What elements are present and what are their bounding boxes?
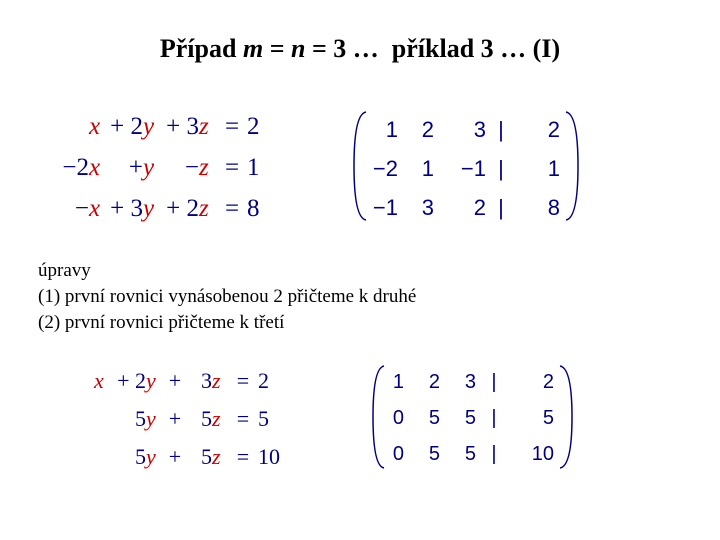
- var-y: y: [143, 154, 155, 181]
- coef: 5: [135, 444, 146, 469]
- matrix-cell: 2: [473, 195, 486, 220]
- title-m: m: [242, 34, 264, 63]
- var-y: y: [143, 195, 155, 222]
- var-z: z: [199, 154, 209, 181]
- matrix-cell: −1: [372, 195, 398, 220]
- var-y: y: [143, 113, 155, 140]
- title-eq: =: [263, 34, 292, 63]
- matrix-cell: 0: [392, 443, 404, 465]
- matrix-cell: 3: [473, 117, 486, 142]
- coef: [82, 438, 94, 476]
- var-x: [94, 400, 110, 438]
- matrix-cell: 0: [392, 407, 404, 429]
- coef: + 2: [117, 368, 146, 393]
- matrix-separator: |: [498, 195, 504, 220]
- notes-step-1: (1) první rovnici vynásobenou 2 přičteme k druhé: [38, 286, 417, 307]
- equals: =: [224, 113, 240, 140]
- equation-system-2: [82, 362, 292, 476]
- matrix-separator: |: [498, 117, 504, 142]
- matrix-cell: 3: [464, 371, 476, 393]
- coef: 5: [201, 406, 212, 431]
- coef: + 2: [166, 195, 199, 222]
- matrix-cell: 2: [547, 117, 560, 142]
- slide-title: [0, 34, 720, 64]
- coef: [82, 362, 94, 400]
- var-z: z: [199, 113, 209, 140]
- coef: + 3: [110, 195, 143, 222]
- title-n: n: [291, 34, 306, 63]
- var-x: x: [89, 195, 101, 222]
- matrix-cell: 1: [392, 371, 404, 393]
- coef: 5: [135, 406, 146, 431]
- var-y: y: [146, 368, 156, 393]
- var-z: z: [212, 368, 221, 393]
- matrix-cell: 5: [428, 407, 440, 429]
- matrix-cell: 1: [547, 156, 560, 181]
- matrix-cell: 5: [542, 407, 554, 429]
- var-z: z: [212, 406, 221, 431]
- augmented-matrix-1: [350, 108, 582, 224]
- plus: +: [168, 444, 182, 469]
- coef: + 2: [110, 113, 143, 140]
- plus: +: [168, 406, 182, 431]
- coef: [82, 400, 94, 438]
- equation-system-1: [55, 106, 269, 229]
- var-z: z: [199, 195, 209, 222]
- var-z: z: [212, 444, 221, 469]
- rhs: 10: [258, 444, 280, 469]
- coef: 3: [201, 368, 212, 393]
- var-x: x: [94, 368, 104, 393]
- title-prefix: Případ: [159, 34, 243, 63]
- plus: +: [168, 368, 182, 393]
- matrix-cell: 3: [421, 195, 434, 220]
- matrix-cell: 5: [464, 407, 476, 429]
- coef: +: [128, 154, 143, 181]
- var-x: x: [89, 113, 101, 140]
- equals: =: [236, 368, 250, 393]
- matrix-separator: |: [491, 443, 497, 465]
- coef: −: [184, 154, 199, 181]
- matrix-cell: 2: [428, 371, 440, 393]
- matrix-cell: 2: [421, 117, 434, 142]
- var-x: x: [89, 154, 101, 181]
- coef: [55, 106, 89, 147]
- equals: =: [236, 406, 250, 431]
- coef: −2: [62, 154, 89, 181]
- rhs: 2: [247, 113, 260, 140]
- rhs: 2: [258, 368, 269, 393]
- matrix-cell: −1: [460, 156, 486, 181]
- notes-heading: úpravy: [38, 260, 91, 281]
- matrix-cell: 1: [421, 156, 434, 181]
- equals: =: [236, 444, 250, 469]
- coef: 5: [201, 444, 212, 469]
- augmented-matrix-2: [370, 362, 576, 472]
- coef: + 3: [166, 113, 199, 140]
- equals: =: [224, 154, 240, 181]
- rhs: 8: [247, 195, 260, 222]
- matrix-cell: 5: [428, 443, 440, 465]
- var-x: [94, 438, 110, 476]
- title-rest: = 3 … příklad 3 … (I): [305, 34, 561, 63]
- matrix-cell: 5: [464, 443, 476, 465]
- elimination-notes: [38, 258, 416, 336]
- rhs: 1: [247, 154, 260, 181]
- notes-step-2: (2) první rovnici přičteme k třetí: [38, 312, 285, 333]
- coef: −: [74, 195, 89, 222]
- matrix-separator: |: [498, 156, 504, 181]
- matrix-separator: |: [491, 371, 497, 393]
- matrix-separator: |: [491, 407, 497, 429]
- matrix-cell: 1: [385, 117, 398, 142]
- equals: =: [224, 195, 240, 222]
- var-y: y: [146, 406, 156, 431]
- matrix-cell: 8: [547, 195, 560, 220]
- matrix-cell: −2: [372, 156, 398, 181]
- matrix-cell: 2: [542, 371, 554, 393]
- matrix-cell: 10: [531, 443, 554, 465]
- rhs: 5: [258, 406, 269, 431]
- var-y: y: [146, 444, 156, 469]
